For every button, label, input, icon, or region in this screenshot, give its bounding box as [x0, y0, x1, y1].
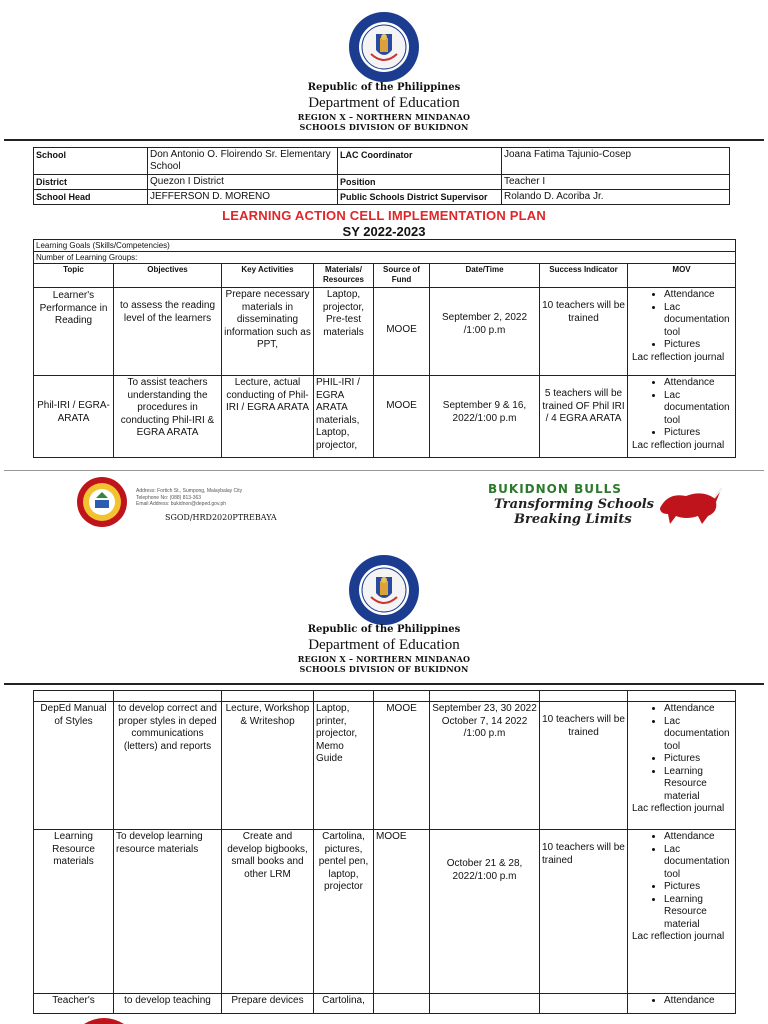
mov-item: • Attendance	[664, 289, 733, 302]
bull-icon	[656, 482, 722, 526]
mov-item: • Pictures	[664, 753, 733, 766]
position-label: Position	[338, 175, 502, 190]
footer-address-block	[136, 488, 336, 508]
row-activity: Create and develop bigbooks, small books and other LRM	[222, 830, 314, 994]
col-date: Date/Time	[430, 264, 540, 288]
row-mov	[628, 994, 736, 1014]
bulls-line1: Transforming Schools	[494, 497, 654, 512]
footer-email: Email Address: bukidnon@deped.gov.ph	[136, 501, 227, 507]
row-materials: Cartolina, pictures, pentel pen, laptop, projector	[314, 830, 374, 994]
mov-item: • Learning Resource material	[664, 766, 733, 804]
division-logo-icon	[76, 476, 128, 528]
row-mov	[628, 702, 736, 830]
col-activities: Key Activities	[222, 264, 314, 288]
school-label: School	[34, 148, 148, 175]
mov-item: • Lac documentation tool	[664, 844, 733, 882]
row-materials: Laptop, projector, Pre-test materials	[314, 288, 374, 376]
plan-table-page2	[33, 690, 736, 1014]
row-mov	[628, 288, 736, 376]
head-value: JEFFERSON D. MORENO	[148, 190, 338, 205]
mov-item: • Lac documentation tool	[664, 302, 733, 340]
department-name: Department of Education	[308, 637, 460, 653]
row-materials: Laptop, printer, projector, Memo Guide	[314, 702, 374, 830]
division-line: SCHOOLS DIVISION OF BUKIDNON	[299, 122, 469, 132]
row-fund	[374, 994, 430, 1014]
row-materials: PHIL-IRI / EGRA ARATA materials, Laptop, projector,	[314, 376, 374, 458]
row-activity: Prepare devices	[222, 994, 314, 1014]
bulls-line2: Breaking Limits	[514, 512, 632, 527]
footer-divider	[4, 470, 764, 471]
mov-item: • Attendance	[664, 995, 733, 1008]
row-objective: to assess the reading level of the learners	[114, 288, 222, 376]
position-value: Teacher I	[502, 175, 730, 190]
row-topic: DepEd Manual of Styles	[34, 702, 114, 830]
mov-item: • Lac documentation tool	[664, 390, 733, 428]
republic-line: Republic of the Philippines	[307, 82, 461, 93]
mov-tail: Lac reflection journal	[632, 803, 725, 814]
plan-table-page1	[33, 239, 736, 458]
row-indicator: 10 teachers will be trained	[540, 702, 628, 830]
mov-item: • Pictures	[664, 881, 733, 894]
row-objective: to develop teaching	[114, 994, 222, 1014]
district-label: District	[34, 175, 148, 190]
row-date: October 21 & 28, 2022/1:00 p.m	[430, 830, 540, 994]
mov-tail: Lac reflection journal	[632, 931, 725, 942]
row-date: September 9 & 16, 2022/1:00 p.m	[430, 376, 540, 458]
table-row	[34, 288, 736, 376]
division-line: SCHOOLS DIVISION OF BUKIDNON	[299, 664, 469, 674]
department-name: Department of Education	[308, 95, 460, 111]
table-row	[34, 994, 736, 1014]
col-materials: Materials/ Resources	[314, 264, 374, 288]
row-indicator: 5 teachers will be trained OF Phil IRI / 4 EGRA ARATA	[540, 376, 628, 458]
row-date: September 2, 2022 /1:00 p.m	[430, 288, 540, 376]
col-indicator: Success Indicator	[540, 264, 628, 288]
deped-seal-icon	[347, 10, 421, 84]
row-date	[430, 994, 540, 1014]
lac-label: LAC Coordinator	[338, 148, 502, 175]
region-line: REGION X – NORTHERN MINDANAO	[297, 112, 471, 122]
col-fund: Source of Fund	[374, 264, 430, 288]
row-materials: Cartolina,	[314, 994, 374, 1014]
row-indicator: 10 teachers will be trained	[540, 288, 628, 376]
deped-seal-icon	[347, 553, 421, 627]
mov-item: • Attendance	[664, 831, 733, 844]
mov-item: • Attendance	[664, 703, 733, 716]
footer-telephone: Telephone No: (088) 813-363	[136, 494, 202, 501]
row-topic: Learner's Performance in Reading	[34, 288, 114, 376]
mov-item: • Pictures	[664, 339, 733, 352]
republic-line: Republic of the Philippines	[307, 624, 461, 635]
row-topic: Teacher's	[34, 994, 114, 1014]
plan-title: LEARNING ACTION CELL IMPLEMENTATION PLAN	[222, 208, 546, 223]
mov-item: • Pictures	[664, 427, 733, 440]
region-line: REGION X – NORTHERN MINDANAO	[297, 654, 471, 664]
row-topic: Learning Resource materials	[34, 830, 114, 994]
row-mov	[628, 376, 736, 458]
bukidnon-bulls-logo	[486, 480, 766, 532]
mov-item: • Attendance	[664, 377, 733, 390]
mov-tail: Lac reflection journal	[632, 439, 725, 451]
table-row	[34, 830, 736, 994]
row-objective: to develop correct and proper styles in deped communications (letters) and reports	[114, 702, 222, 830]
header-divider	[4, 683, 764, 685]
header-divider	[4, 139, 764, 141]
footer-address: Address: Fortich St., Sumpong, Malaybalay City	[136, 488, 243, 494]
table-row	[34, 702, 736, 830]
groups-label: Number of Learning Groups:	[34, 252, 736, 264]
row-objective: To develop learning resource materials	[114, 830, 222, 994]
school-info-table	[33, 147, 730, 205]
row-fund: MOOE	[374, 702, 430, 830]
psds-value: Rolando D. Acoriba Jr.	[502, 190, 730, 205]
row-topic: Phil-IRI / EGRA-ARATA	[34, 376, 114, 458]
bulls-title: BUKIDNON BULLS	[488, 482, 622, 496]
mov-item: • Lac documentation tool	[664, 716, 733, 754]
plan-year: SY 2022-2023	[342, 224, 426, 239]
lac-value: Joana Fatima Tajunio-Cosep	[502, 148, 730, 175]
row-date: September 23, 30 2022 October 7, 14 2022 /1:00 p.m	[430, 702, 540, 830]
row-activity: Prepare necessary materials in disseminating information such as PPT,	[222, 288, 314, 376]
col-mov: MOV	[628, 264, 736, 288]
goals-label: Learning Goals (Skills/Competencies)	[34, 240, 736, 252]
mov-tail: Lac reflection journal	[632, 351, 725, 363]
col-objectives: Objectives	[114, 264, 222, 288]
district-value: Quezon I District	[148, 175, 338, 190]
table-row	[34, 376, 736, 458]
row-fund: MOOE	[374, 830, 430, 994]
row-fund: MOOE	[374, 288, 430, 376]
psds-label: Public Schools District Supervisor	[338, 190, 502, 205]
row-mov	[628, 830, 736, 994]
row-activity: Lecture, actual conducting of Phil-IRI / EGRA ARATA	[222, 376, 314, 458]
row-indicator	[540, 994, 628, 1014]
footer-code: SGOD/HRD2020PTREBAYA	[165, 513, 277, 522]
head-label: School Head	[34, 190, 148, 205]
row-fund: MOOE	[374, 376, 430, 458]
row-activity: Lecture, Workshop & Writeshop	[222, 702, 314, 830]
row-objective: To assist teachers understanding the procedures in conducting Phil-IRI & EGRA ARATA	[114, 376, 222, 458]
mov-item: • Learning Resource material	[664, 894, 733, 932]
row-indicator: 10 teachers will be trained	[540, 830, 628, 994]
division-logo-icon	[78, 1016, 130, 1024]
school-value: Don Antonio O. Floirendo Sr. Elementary School	[148, 148, 338, 175]
col-topic: Topic	[34, 264, 114, 288]
